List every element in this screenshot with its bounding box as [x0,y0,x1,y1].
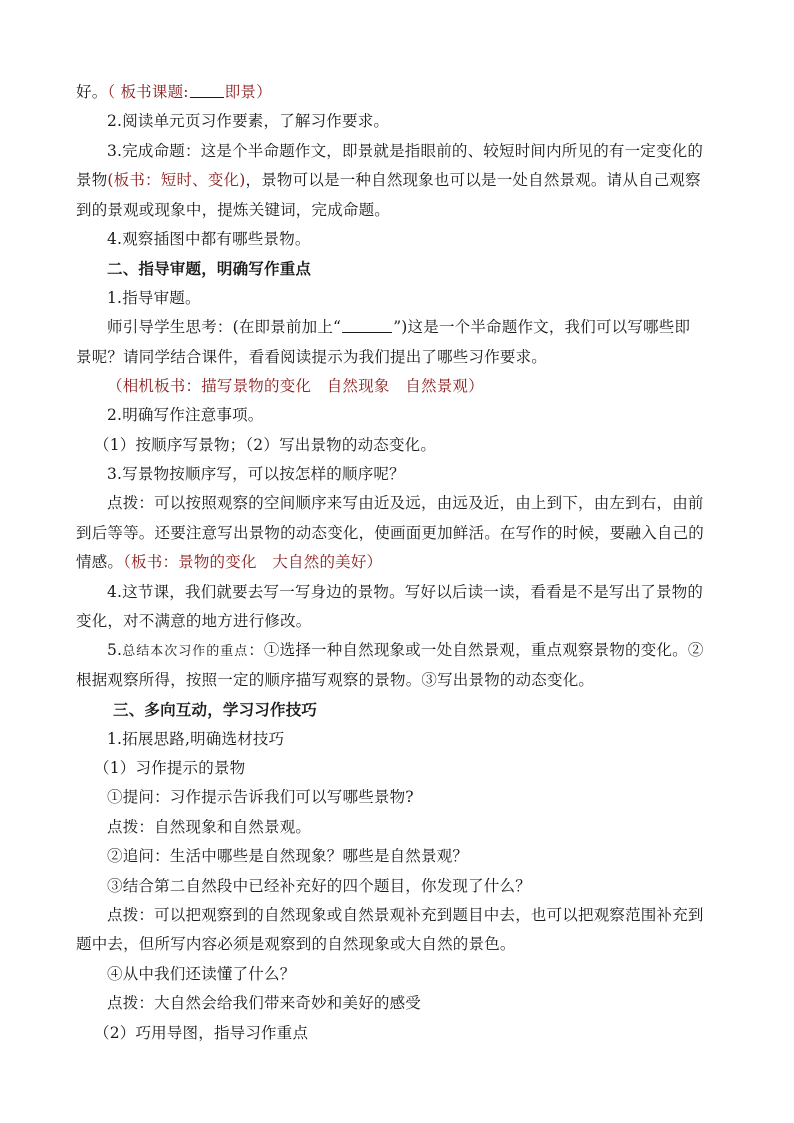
paragraph-line [76,313,726,342]
paragraph-line [76,166,726,195]
paragraph-line: 到后等等。还要注意写出景物的动态变化，使画面更加鲜活。在写作的时候，要融入自己的 [76,523,705,542]
paragraph-line: 3.写景物按顺序写，可以按怎样的顺序呢？ [107,465,405,484]
board-note: (板书：短时、变化) [107,171,246,190]
paragraph-line: （1）按顺序写景物；（2）写出景物的动态变化。 [94,435,437,454]
text: 情感。 [76,553,124,572]
paragraph-line: 点拨：大自然会给我们带来奇妙和美好的感受 [107,994,422,1013]
paragraph-line: 到的景观或现象中，提炼关键词，完成命题。 [76,200,391,219]
paragraph-line: 点拨：可以按照观察的空间顺序来写由近及远，由远及近，由上到下，由左到右，由前 [107,494,704,513]
board-note: 即景） [224,83,272,101]
paragraph-line [76,548,726,577]
board-note-line: （相机板书：描写景物的变化 自然现象 自然景观） [107,376,484,395]
fill-blank [342,316,392,333]
paragraph-line: ②追问：生活中哪些是自然现象？哪些是自然景观？ [107,847,469,866]
paragraph-line: 4.观察插图中都有哪些景物。 [107,229,311,248]
paragraph-line: 1.指导审题。 [107,288,201,307]
paragraph-line: 4.这节课，我们就要去写一写身边的景物。写好以后读一读，看看是不是写出了景物的 [107,582,704,601]
paragraph-line: 变化，对不满意的地方进行修改。 [76,612,312,631]
text: 师引导学生思考：(在即景前加上“ [107,318,342,337]
document-page [76,78,726,1048]
text: ：①选择一种自然现象或一处自然景观，重点观察景物的变化。② [248,641,704,660]
paragraph-line [76,636,726,665]
text: ，景物可以是一种自然现象也可以是一处自然景观。请从自己观察 [245,171,701,190]
paragraph-line: 2.明确写作注意事项。 [107,406,264,425]
text: 好。 [76,83,108,101]
paragraph-line: 1.拓展思路,明确选材技巧 [107,729,285,748]
paragraph-line: 题中去，但所写内容必须是观察到的自然现象或大自然的景色。 [76,935,516,954]
paragraph-line: 根据观察所得，按照一定的顺序描写观察的景物。③写出景物的动态变化。 [76,670,595,689]
section-heading: 二、指导审题，明确写作重点 [107,259,312,279]
paragraph-line: ④从中我们还读懂了什么？ [107,964,296,983]
paragraph-line: ①提问：习作提示告诉我们可以写哪些景物? [107,788,414,807]
text: 总结本次习作的重点 [122,644,249,660]
fill-blank [190,81,224,98]
paragraph-line: （2）巧用导图，指导习作重点 [94,1023,309,1042]
paragraph-line: （1）习作提示的景物 [94,758,246,777]
text: ”)这是一个半命题作文，我们可以写哪些即 [393,318,691,337]
text: 景物 [76,171,108,190]
paragraph-line: 3.完成命题：这是个半命题作文，即景就是指眼前的、较短时间内所见的有一定变化的 [107,141,704,160]
paragraph-line: ③结合第二自然段中已经补充好的四个题目，你发现了什么？ [107,876,531,895]
paragraph-line [76,78,726,107]
board-note: （板书：景物的变化 大自然的美好） [123,553,383,572]
paragraph-line: 点拨：可以把观察到的自然现象或自然景观补充到题目中去，也可以把观察范围补充到 [107,905,704,924]
section-heading: 三、多向互动，学习习作技巧 [113,700,318,720]
paragraph-line: 2.阅读单元页习作要素，了解习作要求。 [107,112,390,131]
paragraph-line: 景呢？请同学结合课件，看看阅读提示为我们提出了哪些习作要求。 [76,347,548,366]
text: 5. [107,641,123,660]
paragraph-line: 点拨：自然现象和自然景观。 [107,817,312,836]
board-note: （ 板书课题: [107,83,189,101]
